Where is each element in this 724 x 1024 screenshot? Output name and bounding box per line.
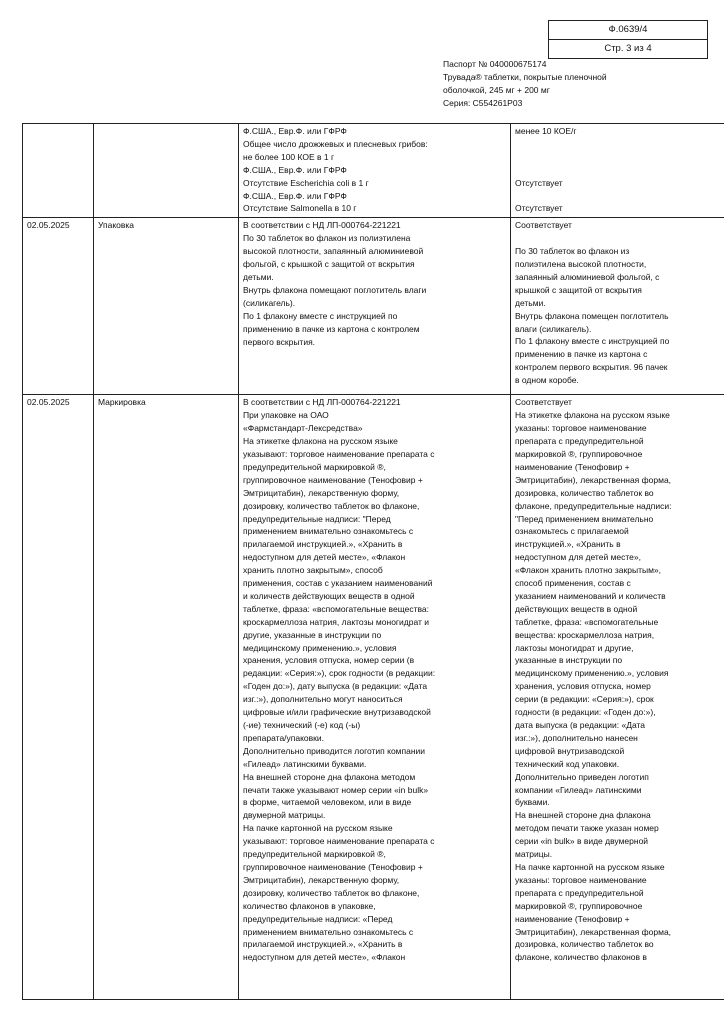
- requirement-line: Ф.США., Евр.Ф. или ГФРФ: [243, 164, 347, 175]
- result-line: серии «in bulk» в виде двумерной: [515, 836, 649, 847]
- test-name: Упаковка: [94, 218, 239, 395]
- requirement-line: «Фармстандарт-Лексредства»: [243, 423, 363, 434]
- requirement-line: На пачке картонной на русском языке: [243, 823, 393, 834]
- result-cell: [511, 218, 724, 395]
- result-line: недоступном для детей месте»,: [515, 552, 641, 563]
- result-line: указаны: торговое наименование: [515, 874, 647, 885]
- requirement-line: первого вскрытия.: [243, 336, 316, 347]
- result-line: менее 10 КОЕ/г: [515, 126, 577, 136]
- result-line: "Перед применением внимательно: [515, 513, 654, 524]
- result-line: флаконе, количество флаконов в: [515, 952, 647, 963]
- test-name: [94, 124, 239, 218]
- result-line: Эмтрицитабин), лекарственная форма,: [515, 926, 672, 937]
- requirement-line: другие, указанные в инструкции по: [243, 629, 382, 640]
- requirement-line: таблетке, фраза: «вспомогательные вещества:: [243, 603, 429, 614]
- result-line: Дополнительно приведен логотип: [515, 771, 649, 782]
- requirement-line: «Годен до:»), дату выпуска (в редакции: «Дата: [243, 681, 428, 692]
- requirement-line: В соответствии с НД ЛП-000764-221221: [243, 397, 401, 408]
- requirement-line: Эмтрицитабин), лекарственную форму,: [243, 874, 400, 885]
- result-line: методом печати также указан номер: [515, 823, 659, 834]
- requirement-line: недоступном для детей месте», «Флакон: [243, 952, 406, 963]
- result-line: Соответствует: [515, 397, 572, 408]
- requirement-line: количество флаконов в упаковке,: [243, 900, 376, 911]
- result-line: На пачке картонной на русском языке: [515, 861, 665, 872]
- result-line: цифровой внутризаводской: [515, 745, 625, 756]
- result-line: маркировкой ®, группировочное: [515, 900, 643, 911]
- requirement-line: указывают: торговое наименование препарата с: [243, 836, 435, 847]
- requirement-line: (силикагель).: [243, 297, 296, 308]
- result-line: Внутрь флакона помещен поглотитель: [515, 310, 669, 321]
- test-date: 02.05.2025: [23, 218, 94, 395]
- requirement-line: На этикетке флакона на русском языке: [243, 436, 398, 447]
- result-line: [515, 138, 724, 151]
- requirement-line: препарата/упаковки.: [243, 732, 325, 743]
- test-results-table: [22, 123, 724, 1000]
- requirement-line: и количеств действующих веществ в одной: [243, 590, 415, 601]
- result-line: «Флакон хранить плотно закрытым»,: [515, 565, 662, 576]
- requirement-line: кроскармеллоза натрия, лактозы моногидрат и: [243, 616, 430, 627]
- result-line: Эмтрицитабин), лекарственная форма,: [515, 474, 672, 485]
- result-line: крышкой с защитой от вскрытия: [515, 284, 642, 295]
- result-line: применению в пачке из картона с: [515, 349, 648, 360]
- requirement-line: применения, состав с указанием наименований: [243, 578, 433, 589]
- requirement-line: дозировку, количество таблеток во флаконе,: [243, 500, 420, 511]
- requirement-line: (-ие) технический (-е) код (-ы): [243, 720, 361, 730]
- result-line: Отсутствует: [515, 203, 563, 214]
- requirement-line: На внешней стороне дна флакона методом: [243, 771, 416, 782]
- test-date: [23, 124, 94, 218]
- result-line: препарата с предупредительной: [515, 436, 644, 447]
- table-row: [23, 124, 724, 218]
- result-line: действующих веществ в одной: [515, 603, 638, 614]
- result-line: [515, 164, 724, 177]
- result-line: флаконе, предупредительные надписи:: [515, 500, 672, 511]
- test-name: Маркировка: [94, 395, 239, 1000]
- passport-line: Паспорт № 040000675174: [443, 59, 547, 69]
- requirement-line: в форме, читаемой человеком, или в виде: [243, 797, 412, 808]
- result-line: инструкцией.», «Хранить в: [515, 539, 621, 550]
- result-line: [515, 189, 724, 202]
- result-line: в одном коробе.: [515, 375, 579, 386]
- requirement-line: группировочное наименование (Тенофовир +: [243, 861, 423, 872]
- requirement-line: применением внимательно ознакомьтесь с: [243, 926, 414, 937]
- result-line: дозировка, количество таблеток во: [515, 939, 654, 950]
- requirement-line: По 30 таблеток во флакон из полиэтилена: [243, 233, 411, 244]
- result-cell: [511, 124, 724, 218]
- result-cell: [511, 395, 724, 1000]
- passport-line: оболочкой, 245 мг + 200 мг: [443, 85, 550, 95]
- result-line: хранения, условия отпуска, номер: [515, 681, 651, 692]
- result-line: детьми.: [515, 297, 546, 308]
- result-line: серии (в редакции: «Серия:»), срок: [515, 694, 654, 705]
- result-line: Отсутствует: [515, 177, 563, 188]
- requirement-line: группировочное наименование (Тенофовир +: [243, 474, 423, 485]
- result-line: контролем первого вскрытия. 96 пачек: [515, 362, 668, 373]
- requirement-cell: [239, 395, 511, 1000]
- requirement-line: фольгой, с крышкой с защитой от вскрытия: [243, 259, 415, 270]
- test-date: 02.05.2025: [23, 395, 94, 1000]
- requirement-line: Эмтрицитабин), лекарственную форму,: [243, 487, 400, 498]
- passport-line: Серия: C554261P03: [443, 98, 523, 108]
- result-line: По 30 таблеток во флакон из: [515, 246, 630, 257]
- requirement-cell: [239, 218, 511, 395]
- result-line: вещества: кроскармеллоза натрия,: [515, 629, 655, 640]
- requirement-line: не более 100 КОЕ в 1 г: [243, 151, 335, 162]
- requirement-line: При упаковке на ОАО: [243, 410, 329, 421]
- requirement-line: Отсутствие Salmonella в 10 г: [243, 203, 357, 214]
- result-line: На внешней стороне дна флакона: [515, 810, 651, 821]
- result-line: указаны: торговое наименование: [515, 423, 647, 434]
- requirement-line: указывают: торговое наименование препарата с: [243, 448, 435, 459]
- requirement-line: двумерной матрицы.: [243, 810, 326, 821]
- result-line: матрицы.: [515, 849, 553, 860]
- page-number: Стр. 3 из 4: [549, 39, 707, 58]
- requirement-line: предупредительной маркировкой ®,: [243, 461, 386, 472]
- table-row: [23, 218, 724, 395]
- result-line: маркировкой ®, группировочное: [515, 448, 643, 459]
- result-line: препарата с предупредительной: [515, 887, 644, 898]
- requirement-line: цифровые и/или графические внутризаводской: [243, 707, 431, 718]
- requirement-line: применением внимательно ознакомьтесь с: [243, 526, 414, 537]
- result-line: наименование (Тенофовир +: [515, 461, 630, 472]
- result-line: лактозы моногидрат и другие,: [515, 642, 634, 653]
- requirement-line: недоступном для детей месте», «Флакон: [243, 552, 406, 563]
- requirement-line: прилагаемой инструкцией.», «Хранить в: [243, 939, 403, 950]
- table-row: [23, 395, 724, 1000]
- requirement-line: применению в пачке из картона с контролем: [243, 323, 420, 334]
- requirement-line: редакции: «Серия:»), срок годности (в редакции:: [243, 668, 436, 679]
- requirement-line: Общее число дрожжевых и плесневых грибов:: [243, 138, 428, 149]
- requirement-line: высокой плотности, запаянный алюминиевой: [243, 246, 424, 257]
- result-line: изг.:»), дополнительно нанесен: [515, 732, 638, 743]
- result-line: указанием наименований и количеств: [515, 590, 666, 601]
- result-line: компании «Гилеад» латинскими: [515, 784, 642, 795]
- result-line: Соответствует: [515, 220, 572, 231]
- requirement-line: медицинскому применению.», условия: [243, 642, 397, 653]
- result-line: способ применения, состав с: [515, 578, 631, 589]
- passport-line: Трувада® таблетки, покрытые пленочной: [443, 72, 607, 82]
- result-line: дата выпуска (в редакции: «Дата: [515, 720, 646, 730]
- result-line: таблетке, фраза: «вспомогательные: [515, 616, 659, 627]
- result-line: буквами.: [515, 797, 550, 808]
- result-line: дозировка, количество таблеток во: [515, 487, 654, 498]
- passport-header: [443, 58, 607, 110]
- result-line: полиэтилена высокой плотности,: [515, 259, 647, 270]
- requirement-line: хранения, условия отпуска, номер серии (в: [243, 655, 415, 666]
- requirement-line: По 1 флакону вместе с инструкцией по: [243, 310, 398, 321]
- requirement-line: Внутрь флакона помещают поглотитель влаги: [243, 284, 427, 295]
- requirement-line: печати также указывают номер серии «in bulk»: [243, 784, 429, 795]
- result-line: технический код упаковки.: [515, 758, 620, 769]
- requirement-line: предупредительные надписи: "Перед: [243, 513, 391, 524]
- form-code: Ф.0639/4: [608, 24, 648, 35]
- requirement-line: изг.:»), дополнительно могут наноситься: [243, 694, 403, 705]
- result-line: [515, 232, 724, 245]
- requirement-line: предупредительные надписи: «Перед: [243, 913, 393, 924]
- requirement-line: Ф.США., Евр.Ф. или ГФРФ: [243, 126, 347, 136]
- result-line: запаянный алюминиевой фольгой, с: [515, 271, 660, 282]
- result-line: [515, 151, 724, 164]
- requirement-line: предупредительной маркировкой ®,: [243, 849, 386, 860]
- result-line: По 1 флакону вместе с инструкцией по: [515, 336, 670, 347]
- requirement-line: детьми.: [243, 271, 274, 282]
- result-line: ознакомьтесь с прилагаемой: [515, 526, 629, 537]
- requirement-line: В соответствии с НД ЛП-000764-221221: [243, 220, 401, 231]
- requirement-line: Дополнительно приводится логотип компании: [243, 745, 426, 756]
- requirement-cell: [239, 124, 511, 218]
- result-line: указанные в инструкции по: [515, 655, 623, 666]
- result-line: годности (в редакции: «Годен до:»),: [515, 707, 656, 718]
- result-line: На этикетке флакона на русском языке: [515, 410, 670, 421]
- requirement-line: Ф.США., Евр.Ф. или ГФРФ: [243, 190, 347, 201]
- form-code-box: [548, 20, 708, 59]
- result-line: наименование (Тенофовир +: [515, 913, 630, 924]
- requirement-line: дозировку, количество таблеток во флаконе,: [243, 887, 420, 898]
- requirement-line: «Гилеад» латинскими буквами.: [243, 758, 367, 769]
- requirement-line: прилагаемой инструкцией.», «Хранить в: [243, 539, 403, 550]
- requirement-line: хранить плотно закрытым», способ: [243, 565, 383, 576]
- result-line: влаги (силикагель).: [515, 323, 592, 334]
- result-line: медицинскому применению.», условия: [515, 668, 669, 679]
- requirement-line: Отсутствие Escherichia coli в 1 г: [243, 177, 369, 188]
